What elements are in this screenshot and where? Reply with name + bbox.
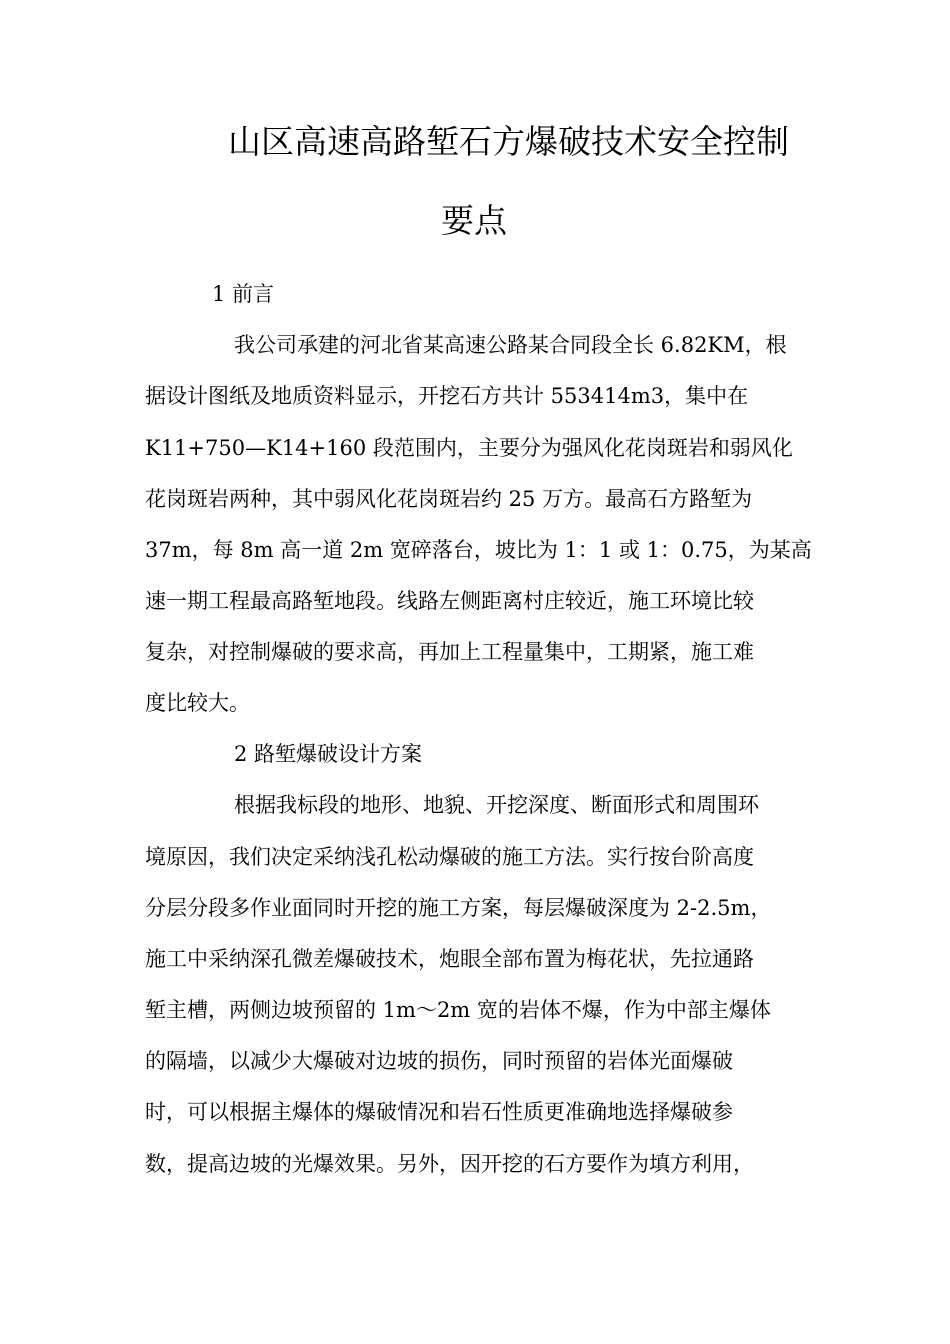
paragraph-line: 花岗斑岩两种，其中弱风化花岗斑岩约 25 万方。最高石方路堑为 [145, 487, 753, 511]
document-title-line-2: 要点 [441, 201, 507, 240]
paragraph-line: 数，提高边坡的光爆效果。另外，因开挖的石方要作为填方利用， [145, 1152, 754, 1176]
paragraph-line: 37m，每 8m 高一道 2m 宽碎落台，坡比为 1：1 或 1：0.75，为某高 [145, 538, 812, 562]
paragraph-line: 分层分段多作业面同时开挖的施工方案，每层爆破深度为 2-2.5m， [145, 896, 772, 920]
paragraph-line: 根据我标段的地形、地貌、开挖深度、断面形式和周围环 [234, 793, 759, 817]
paragraph-line: 堑主槽，两侧边坡预留的 1m～2m 宽的岩体不爆，作为中部主爆体 [145, 998, 771, 1022]
paragraph-line: 度比较大。 [145, 691, 250, 715]
section-heading-design-plan: 2 路堑爆破设计方案 [234, 742, 423, 766]
paragraph-line: 时，可以根据主爆体的爆破情况和岩石性质更准确地选择爆破参 [145, 1100, 733, 1124]
paragraph-line: 境原因，我们决定采纳浅孔松动爆破的施工方法。实行按台阶高度 [145, 845, 754, 869]
paragraph-line: 施工中采纳深孔微差爆破技术，炮眼全部布置为梅花状，先拉通路 [145, 947, 754, 971]
document-title-line-1: 山区高速高路堑石方爆破技术安全控制 [228, 122, 789, 161]
paragraph-line: K11+750—K14+160 段范围内，主要分为强风化花岗斑岩和弱风化 [145, 436, 793, 460]
section-heading-introduction: 1 前言 [212, 282, 275, 306]
paragraph-line: 速一期工程最高路堑地段。线路左侧距离村庄较近，施工环境比较 [145, 589, 754, 613]
paragraph-line: 据设计图纸及地质资料显示，开挖石方共计 553414m3，集中在 [145, 384, 749, 408]
paragraph-line: 的隔墙，以减少大爆破对边坡的损伤，同时预留的岩体光面爆破 [145, 1049, 733, 1073]
paragraph-line: 我公司承建的河北省某高速公路某合同段全长 6.82KM，根 [234, 333, 787, 357]
paragraph-line: 复杂，对控制爆破的要求高，再加上工程量集中，工期紧，施工难 [145, 640, 754, 664]
